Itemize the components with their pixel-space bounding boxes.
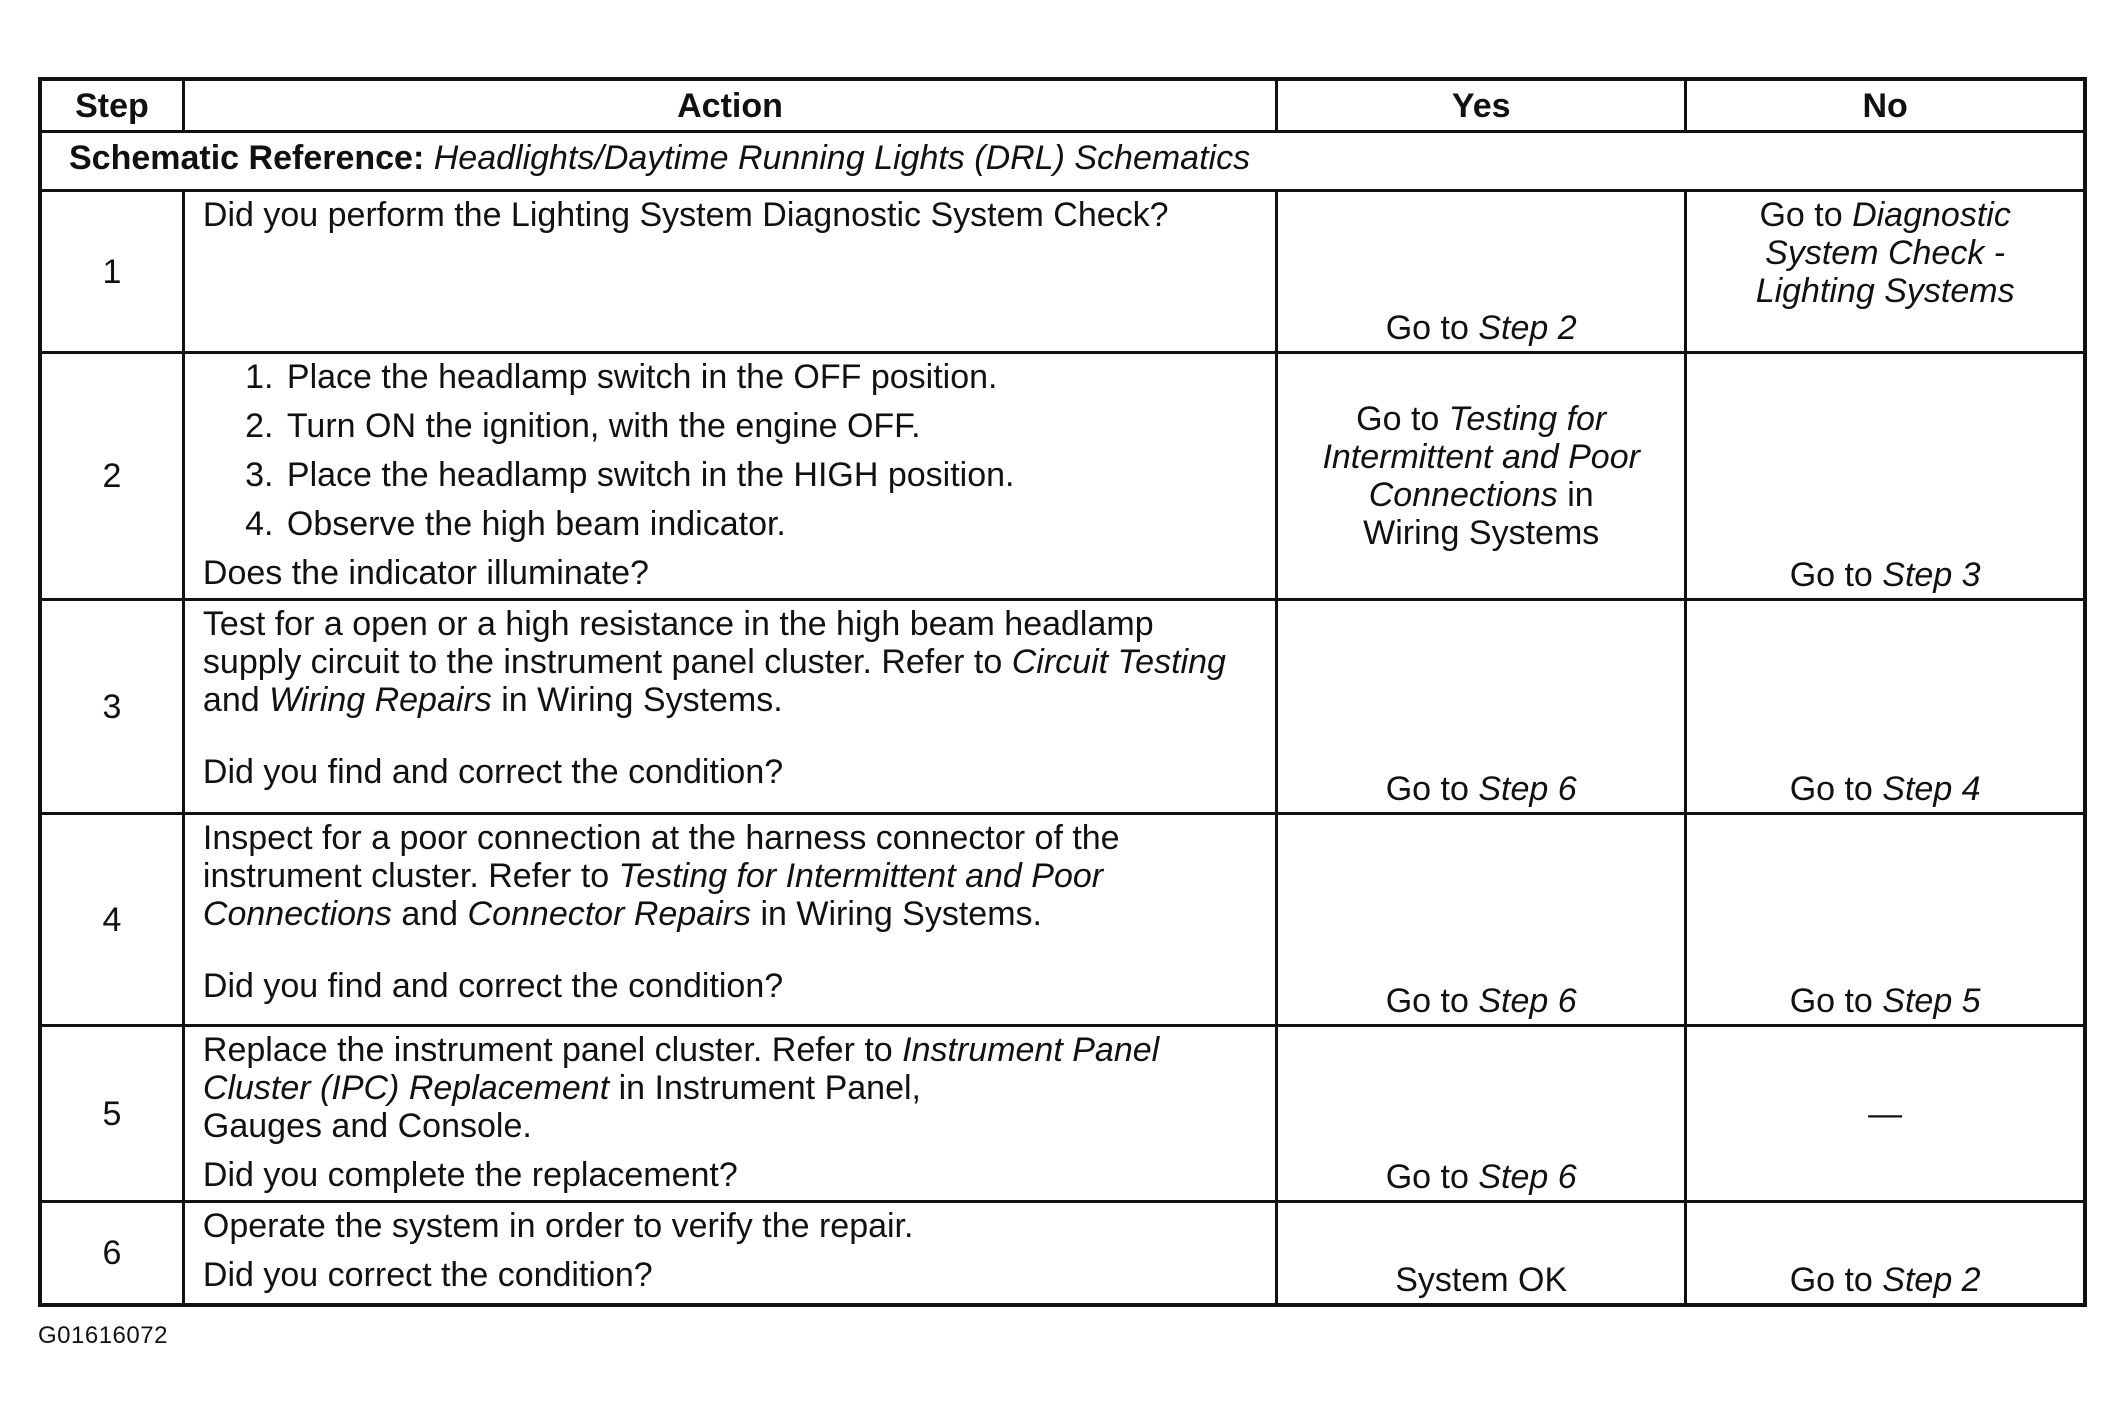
action-text-part: Inspect for a poor connection at the harness connector of the instrument cluster. Refer to	[202, 819, 1120, 895]
action-cell	[183, 353, 1276, 600]
action-cell	[183, 1202, 1276, 1305]
schematic-reference-row	[40, 132, 2085, 191]
no-prefix: Go to	[1789, 770, 1883, 808]
substep-list	[203, 358, 1261, 543]
list-item: 2. Turn ON the ignition, with the engine OFF.	[283, 407, 1261, 445]
yes-prefix: Go to	[1385, 982, 1479, 1020]
no-link[interactable]: Step 5	[1882, 982, 1981, 1020]
yes-cell	[1277, 353, 1686, 600]
step-number: 3	[40, 600, 183, 814]
header-row	[40, 79, 2085, 132]
action-question: Did you complete the replacement?	[202, 1156, 738, 1194]
action-text	[203, 1031, 1261, 1145]
no-cell	[1686, 191, 2085, 353]
header-yes: Yes	[1277, 79, 1686, 132]
table-row	[40, 600, 2085, 814]
table-row	[40, 353, 2085, 600]
table-row	[40, 1026, 2085, 1202]
no-link[interactable]: Step 4	[1882, 770, 1981, 808]
action-text-part: and	[391, 895, 468, 933]
diagnostic-table	[38, 77, 2087, 1307]
action-text-part: in Instrument Panel,	[609, 1069, 921, 1107]
no-link[interactable]: Diagnostic System Check - Lighting Systems	[1755, 196, 2015, 310]
action-text: Did you perform the Lighting System Diagnostic System Check?	[202, 196, 1169, 234]
yes-cell	[1277, 814, 1686, 1026]
yes-cell	[1277, 191, 1686, 353]
no-cell	[1686, 353, 2085, 600]
header-no: No	[1686, 79, 2085, 132]
action-cell	[183, 1026, 1276, 1202]
no-prefix: Go to	[1759, 196, 1853, 234]
yes-link[interactable]: Step 6	[1478, 1158, 1577, 1196]
action-text-part: and	[202, 681, 270, 719]
action-text-part: Replace the instrument panel cluster. Refer to	[202, 1031, 903, 1069]
action-text-part: in Wiring Systems.	[751, 895, 1042, 933]
step-number: 2	[40, 353, 183, 600]
list-item: 3. Place the headlamp switch in the HIGH position.	[283, 456, 1261, 494]
table-row	[40, 814, 2085, 1026]
no-cell	[1686, 814, 2085, 1026]
no-link[interactable]: Step 2	[1882, 1260, 1981, 1299]
step-number: 5	[40, 1026, 183, 1202]
no-link[interactable]: Step 3	[1882, 556, 1981, 594]
table-row	[40, 1202, 2085, 1305]
yes-prefix: Go to	[1385, 1158, 1479, 1196]
no-prefix: Go to	[1789, 556, 1883, 594]
action-text	[203, 819, 1261, 933]
ipc-replacement-link[interactable]: Instrument Panel Cluster (IPC) Replacement	[202, 1031, 1160, 1107]
list-item: 1. Place the headlamp switch in the OFF position.	[283, 358, 1261, 396]
action-text-part: in Wiring Systems.	[491, 681, 783, 719]
yes-prefix: Go to	[1385, 770, 1479, 808]
yes-prefix: Go to	[1356, 400, 1449, 438]
header-step: Step	[40, 79, 183, 132]
connector-repairs-link[interactable]: Connector Repairs	[467, 895, 752, 933]
action-cell	[183, 191, 1276, 353]
yes-cell	[1277, 600, 1686, 814]
yes-text: System OK	[1395, 1260, 1568, 1299]
action-cell	[183, 814, 1276, 1026]
schematic-reference-link[interactable]: Headlights/Daytime Running Lights (DRL) Schematics	[433, 139, 1251, 177]
action-cell	[183, 600, 1276, 814]
action-text: Operate the system in order to verify the repair.	[202, 1207, 914, 1245]
step-number: 4	[40, 814, 183, 1026]
yes-link[interactable]: Step 6	[1478, 982, 1577, 1020]
no-cell	[1686, 600, 2085, 814]
testing-intermittent-link[interactable]: Testing for Intermittent and Poor Connections	[202, 857, 1104, 933]
no-cell	[1686, 1026, 2085, 1202]
no-prefix: Go to	[1789, 982, 1883, 1020]
circuit-testing-link[interactable]: Circuit Testing	[1011, 643, 1226, 681]
action-question: Did you find and correct the condition?	[202, 753, 784, 791]
wiring-repairs-link[interactable]: Wiring Repairs	[269, 681, 492, 719]
yes-link[interactable]: Step 2	[1478, 309, 1577, 347]
step-number: 6	[40, 1202, 183, 1305]
list-item: 4. Observe the high beam indicator.	[283, 505, 1261, 543]
action-text-part: Gauges and Console.	[202, 1107, 532, 1145]
yes-prefix: Go to	[1385, 309, 1479, 347]
no-prefix: Go to	[1789, 1260, 1883, 1299]
action-question: Did you correct the condition?	[202, 1256, 653, 1294]
action-question: Does the indicator illuminate?	[202, 554, 649, 592]
no-cell	[1686, 1202, 2085, 1305]
yes-link[interactable]: Step 6	[1478, 770, 1577, 808]
step-number: 1	[40, 191, 183, 353]
figure-id: G01616072	[38, 1322, 168, 1349]
yes-suffix: in Wiring Systems	[1363, 476, 1600, 552]
schematic-reference-cell	[40, 132, 2085, 191]
no-dash: —	[1868, 1094, 1903, 1133]
table-row	[40, 191, 2085, 353]
action-text-part: Test for a open or a high resistance in the high beam headlamp supply circuit to the instrument panel cluster. Refer to	[202, 605, 1154, 681]
yes-cell	[1277, 1026, 1686, 1202]
yes-link[interactable]: Testing for Intermittent and Poor Connections	[1322, 400, 1640, 514]
action-question: Did you find and correct the condition?	[202, 967, 784, 1005]
action-text	[203, 605, 1261, 719]
header-action: Action	[183, 79, 1276, 132]
yes-cell	[1277, 1202, 1686, 1305]
schematic-reference-label: Schematic Reference:	[69, 139, 425, 177]
